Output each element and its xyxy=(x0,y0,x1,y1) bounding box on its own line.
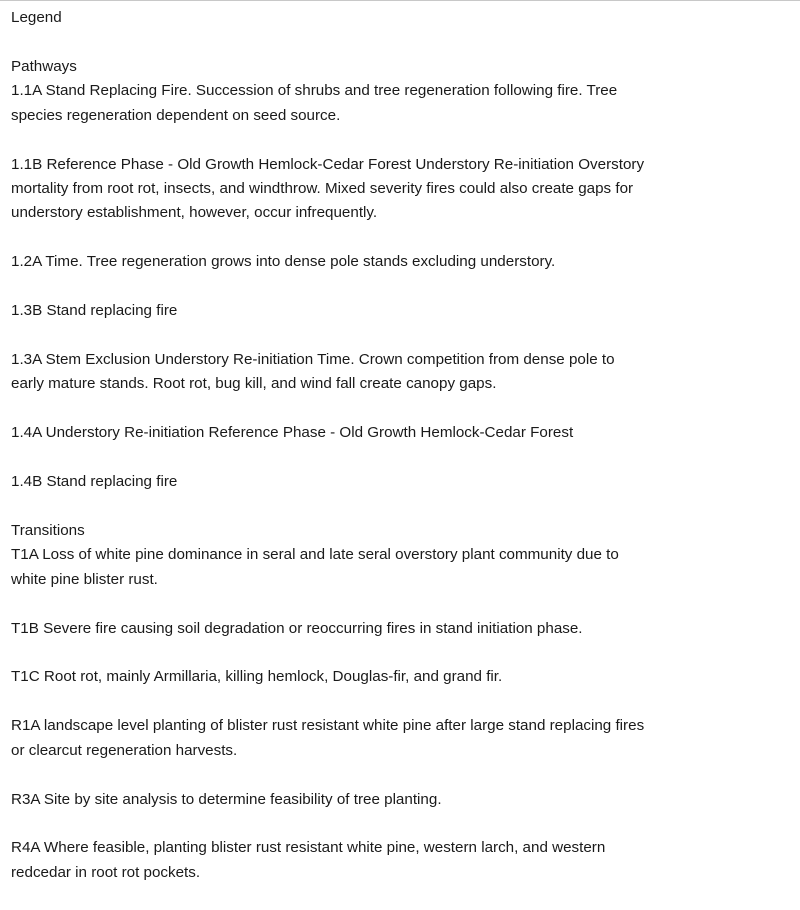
legend-line: mortality from root rot, insects, and windthrow. Mixed severity fires could also create gaps for xyxy=(11,179,634,197)
legend-line: species regeneration dependent on seed source. xyxy=(11,106,341,124)
legend-line: R4A Where feasible, planting blister rust resistant white pine, western larch, and western xyxy=(11,839,606,857)
pathways-item xyxy=(11,470,644,494)
transitions-item xyxy=(11,543,644,592)
transitions-item xyxy=(11,617,644,641)
legend-line: 1.1B Reference Phase - Old Growth Hemlock-Cedar Forest Understory Re-initiation Overstory xyxy=(11,155,645,173)
legend-line: T1A Loss of white pine dominance in seral and late seral overstory plant community due to xyxy=(11,546,619,564)
legend-line: 1.4B Stand replacing fire xyxy=(11,473,178,491)
transitions-item xyxy=(11,714,644,763)
legend-line: understory establishment, however, occur infrequently. xyxy=(11,204,378,222)
pathways-list xyxy=(11,79,644,494)
legend-line: 1.1A Stand Replacing Fire. Succession of shrubs and tree regeneration following fire. Tree xyxy=(11,82,618,100)
legend-line: white pine blister rust. xyxy=(11,570,158,588)
legend-line: 1.3A Stem Exclusion Understory Re-initiation Time. Crown competition from dense pole to xyxy=(11,350,615,368)
transitions-item xyxy=(11,665,644,689)
legend-line: R1A landscape level planting of blister rust resistant white pine after large stand replacing fires xyxy=(11,717,645,735)
transitions-item xyxy=(11,836,644,885)
legend-line: redcedar in root rot pockets. xyxy=(11,863,201,881)
legend-line: early mature stands. Root rot, bug kill, and wind fall create canopy gaps. xyxy=(11,375,497,393)
legend-line: T1B Severe fire causing soil degradation or reoccurring fires in stand initiation phase. xyxy=(11,619,583,637)
legend-title: Legend xyxy=(11,9,62,26)
legend-line: 1.2A Time. Tree regeneration grows into dense pole stands excluding understory. xyxy=(11,253,556,271)
pathways-item xyxy=(11,79,644,128)
transitions-list xyxy=(11,543,644,885)
transitions-item xyxy=(11,788,644,812)
pathways-heading: Pathways xyxy=(11,57,77,75)
pathways-item xyxy=(11,250,644,274)
pathways-item xyxy=(11,299,644,323)
legend-line: T1C Root rot, mainly Armillaria, killing hemlock, Douglas-fir, and grand fir. xyxy=(11,668,503,686)
legend-line: 1.4A Understory Re-initiation Reference Phase - Old Growth Hemlock-Cedar Forest xyxy=(11,424,574,442)
transitions-heading: Transitions xyxy=(11,521,85,539)
pathways-item xyxy=(11,153,644,226)
pathways-item xyxy=(11,421,644,445)
legend-line: 1.3B Stand replacing fire xyxy=(11,302,178,320)
legend-document xyxy=(11,6,644,910)
legend-line: R3A Site by site analysis to determine feasibility of tree planting. xyxy=(11,790,442,808)
legend-line: or clearcut regeneration harvests. xyxy=(11,741,238,759)
pathways-item xyxy=(11,348,644,397)
